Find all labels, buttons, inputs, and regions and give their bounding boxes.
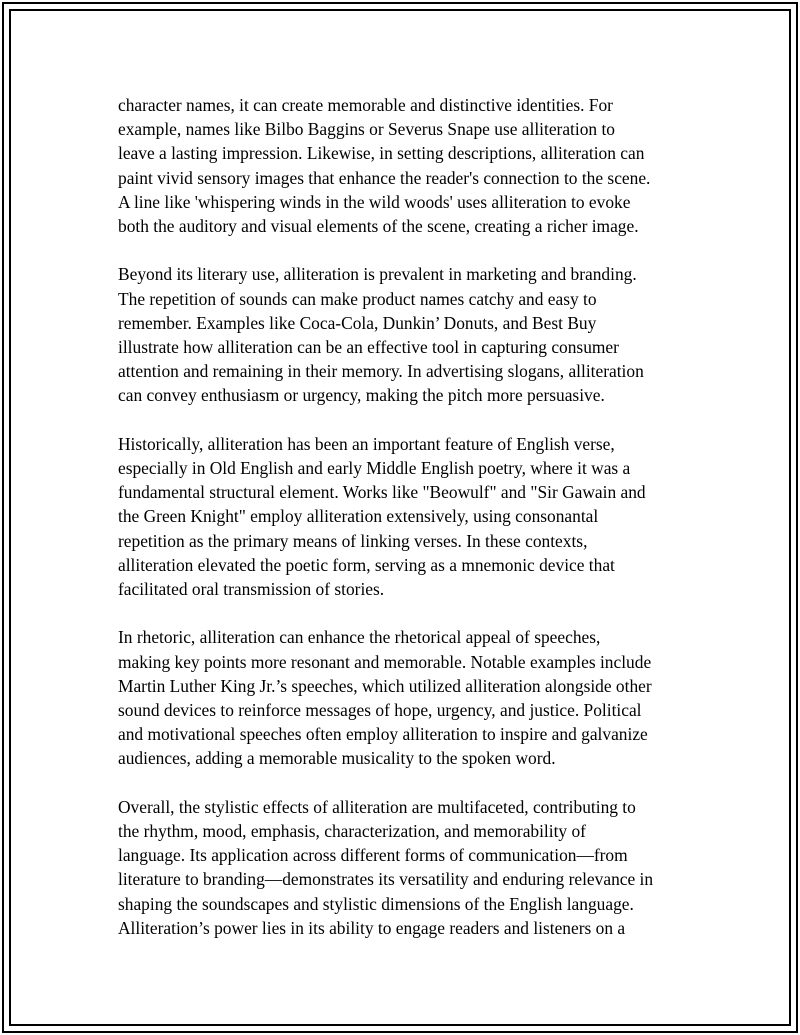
paragraph-marketing-branding: Beyond its literary use, alliteration is prevalent in marketing and branding. The repetition of sounds can make product names catchy and easy to remember. Examples like Coca-Cola, Dunkin’ Donuts, and Best Buy illustrate how alliteration can be an effective tool in capturing consumer attention and remaining in their memory. In advertising slogans, alliteration can convey enthusiasm or urgency, making the pitch more persuasive. [118, 264, 644, 406]
document-body [118, 93, 698, 940]
paragraph-overall-effects: Overall, the stylistic effects of alliteration are multifaceted, contributing to the rhythm, mood, emphasis, characterization, and memorability of language. Its application across different forms of communication—from literature to branding—demonstrates its versatility and enduring relevance in shaping the soundscapes and stylistic dimensions of the English language. Alliteration’s power lies in its ability to engage readers and listeners on a [118, 796, 654, 938]
paragraph-historical-verse: Historically, alliteration has been an important feature of English verse, especially in Old English and early Middle English poetry, where it was a fundamental structural element. Works like "Beowulf" and "Sir Gawain and the Green Knight" employ alliteration extensively, using consonantal repetition as the primary means of linking verses. In these contexts, alliteration elevated the poetic form, serving as a mnemonic device that facilitated oral transmission of stories. [118, 433, 646, 600]
paragraph-rhetoric: In rhetoric, alliteration can enhance the rhetorical appeal of speeches, making key points more resonant and memorable. Notable examples include Martin Luther King Jr.’s speeches, which utilized alliteration alongside other sound devices to reinforce messages of hope, urgency, and justice. Political and motivational speeches often employ alliteration to inspire and galvanize audiences, adding a memorable musicality to the spoken word. [118, 627, 652, 769]
paragraph-character-names: character names, it can create memorable and distinctive identities. For example, names like Bilbo Baggins or Severus Snape use alliteration to leave a lasting impression. Likewise, in setting descriptions, alliteration can paint vivid sensory images that enhance the reader's connection to the scene. A line like 'whispering winds in the wild woods' uses alliteration to evoke both the auditory and visual elements of the scene, creating a richer image. [118, 95, 651, 237]
